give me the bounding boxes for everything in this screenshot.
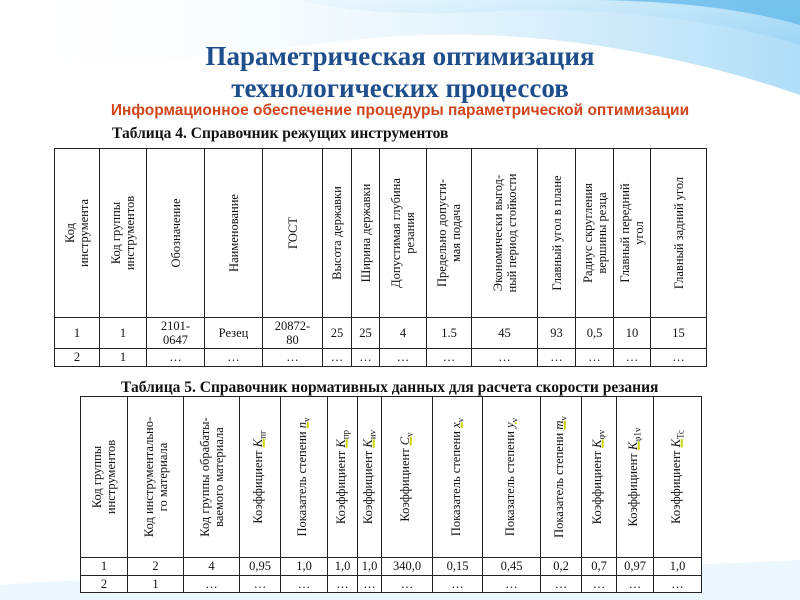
table5-header-row [81,397,702,558]
cutting-speed-norms-table [80,396,702,593]
table-cell: 4 [184,558,240,576]
table-cell: 1 [100,318,147,349]
t4-header-cell: Код инструмента [55,149,100,318]
table-cell: … [427,349,472,367]
table-cell: 340,0 [382,558,433,576]
table-cell: 15 [651,318,707,349]
table-cell: … [352,349,380,367]
t5-header-cell: Коэффициент $K_{\varphi v}$ [582,397,617,558]
t4-header-cell: Допустимая глубина резания [380,149,427,318]
table-cell: … [614,349,651,367]
table-cell: 20872- 80 [263,318,323,349]
table-cell: … [472,349,538,367]
table-cell: 0,15 [433,558,483,576]
table-row [81,558,702,576]
t4-header-cell: Ширина державки [352,149,380,318]
table-row [81,576,702,593]
slide-subtitle: Информационное обеспечение процедуры параметрической оптимизации [110,102,690,119]
table-cell: 1,0 [281,558,328,576]
t4-header-cell: Высота державки [323,149,352,318]
table-cell: … [654,576,702,593]
table-cell: 1 [128,576,184,593]
slide-title-line1: Параметрическая оптимизация [205,41,595,71]
table-cell: 45 [472,318,538,349]
table-cell: … [538,349,576,367]
table-cell: 0,45 [483,558,541,576]
table-cell: … [240,576,281,593]
table-cell: … [281,576,328,593]
table-cell: 25 [352,318,380,349]
t5-header-cell: Код группы инструментов [81,397,128,558]
table-cell: … [433,576,483,593]
table-row [55,349,707,367]
t5-header-cell: Показатель степени $x_v$ [433,397,483,558]
cutting-tools-table [54,148,707,367]
t4-header-cell: Обозначение [147,149,205,318]
table-cell: 1 [100,349,147,367]
table-cell: … [147,349,205,367]
table-cell: 2 [128,558,184,576]
table-cell: 4 [380,318,427,349]
table-cell: … [483,576,541,593]
t4-header-cell: Главный задний угол [651,149,707,318]
t5-header-cell: Коэффициент $K_{\varphi 1v}$ [617,397,654,558]
table5-caption: Таблица 5. Справочник нормативных данных для расчета скорости резания [121,379,659,396]
table4-header-row [55,149,707,318]
t5-header-cell: Код группы обрабаты- ваемого материала [184,397,240,558]
table-cell: … [382,576,433,593]
table-cell: 0,97 [617,558,654,576]
table-cell: 0,7 [582,558,617,576]
table-cell: … [184,576,240,593]
table-cell: 2 [81,576,128,593]
table-cell: … [541,576,582,593]
table-cell: … [328,576,358,593]
table-cell: … [576,349,614,367]
table-cell: 1,0 [654,558,702,576]
t5-header-cell: Коэффициент $K_{пг}$ [240,397,281,558]
table-cell: … [617,576,654,593]
t4-header-cell: Экономически выгод- ный период стойкости [472,149,538,318]
t5-header-cell: Коэффициент $C_v$ [382,397,433,558]
t4-header-cell: Главный передний угол [614,149,651,318]
table-cell: 1,0 [358,558,382,576]
t5-header-cell: Показатель степени $m_v$ [541,397,582,558]
table-cell: … [358,576,382,593]
table-cell: 2 [55,349,100,367]
t4-header-cell: Предельно допусти- мая подача [427,149,472,318]
table-cell: 0,2 [541,558,582,576]
table-cell: 25 [323,318,352,349]
table-cell: 0,5 [576,318,614,349]
table-cell: Резец [205,318,263,349]
t5-header-cell: Коэффициент $K_{пр}$ [328,397,358,558]
t5-header-cell: Показатель степени $y_v$ [483,397,541,558]
table-cell: 1 [55,318,100,349]
table-cell: … [582,576,617,593]
t4-header-cell: Радиус скругления вершины резца [576,149,614,318]
t5-header-cell: Показатель степени $n_v$ [281,397,328,558]
table-cell: 93 [538,318,576,349]
table-cell: 2101- 0647 [147,318,205,349]
t5-header-cell: Код инструментально- го материала [128,397,184,558]
table-row [55,318,707,349]
table-cell: … [205,349,263,367]
table-cell: 1.5 [427,318,472,349]
t5-header-cell: Коэффициент $K_{иv}$ [358,397,382,558]
table-cell: 1,0 [328,558,358,576]
t5-header-cell: Коэффициент $K_{Tc}$ [654,397,702,558]
t4-header-cell: ГОСТ [263,149,323,318]
t4-header-cell: Главный угол в плане [538,149,576,318]
t4-header-cell: Наименование [205,149,263,318]
table-cell: … [323,349,352,367]
table-cell: … [651,349,707,367]
table-cell: 1 [81,558,128,576]
t4-header-cell: Код группы инструментов [100,149,147,318]
table-cell: … [380,349,427,367]
table4-caption: Таблица 4. Справочник режущих инструментов [112,125,449,142]
slide-title-line2: технологических процессов [231,73,569,103]
table-cell: 10 [614,318,651,349]
table-cell: 0,95 [240,558,281,576]
table-cell: … [263,349,323,367]
